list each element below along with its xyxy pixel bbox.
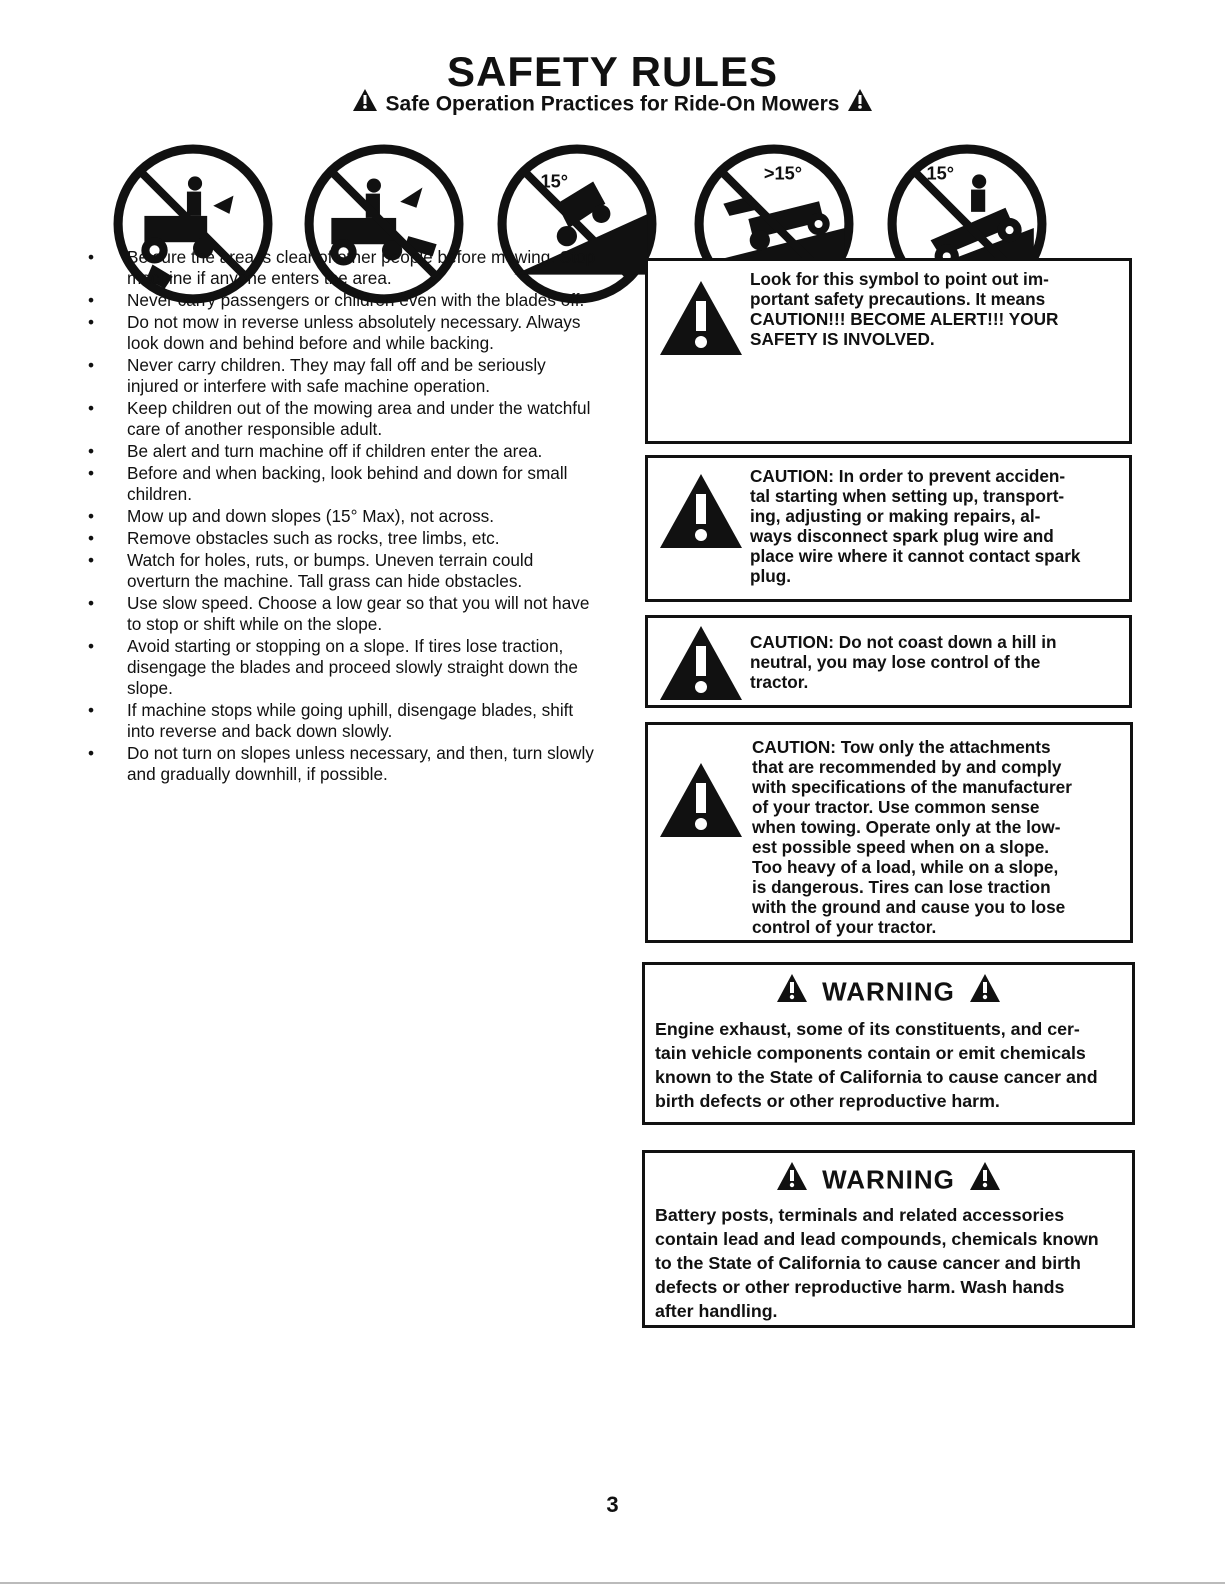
warning-line: defects or other reproductive harm. Wash hands [655, 1277, 1065, 1297]
list-item [85, 463, 597, 505]
warning-line: tain vehicle components contain or emit chemicals [655, 1043, 1086, 1063]
warning-line: to the State of California to cause cancer and birth [655, 1253, 1081, 1273]
rule-text: Do not turn on slopes unless necessary, and then, turn slowly and gradually downhill, if possible. [127, 743, 594, 784]
rule-text: Be sure the area is clear of other people before mowing. Stop machine if anyone enters the area. [127, 247, 596, 288]
box-line: portant safety precautions. It means [750, 289, 1046, 309]
warning-line: Battery posts, terminals and related accessories [655, 1205, 1065, 1225]
bullet: • [88, 700, 95, 720]
list-item [85, 528, 597, 549]
alert-triangle-icon [776, 973, 808, 1010]
rule-text: Remove obstacles such as rocks, tree limbs, etc. [127, 528, 500, 548]
caution-box-spark-plug [645, 455, 1132, 602]
caution-box-coast [645, 615, 1132, 708]
bullet: • [88, 636, 95, 656]
box-line: CAUTION: In order to prevent acciden- [750, 466, 1066, 486]
list-item [85, 441, 597, 462]
bullet: • [88, 355, 95, 375]
alert-triangle-icon [658, 761, 744, 844]
rule-text: Mow up and down slopes (15° Max), not across. [127, 506, 495, 526]
list-item [85, 506, 597, 527]
box-line: ing, adjusting or making repairs, al- [750, 506, 1041, 526]
alert-triangle-icon [658, 472, 744, 555]
slope-label: 15° [540, 171, 569, 192]
box-line: SAFETY IS INVOLVED. [750, 329, 935, 349]
box-line: plug. [750, 566, 792, 586]
page-subtitle: Safe Operation Practices for Ride-On Mowers [385, 92, 840, 116]
box-line: place wire where it cannot contact spark [750, 546, 1081, 566]
bullet: • [88, 506, 95, 526]
box-line: with the ground and cause you to lose [752, 897, 1066, 917]
warning-heading-row [645, 973, 1132, 1010]
bullet: • [88, 441, 95, 461]
rule-text: Use slow speed. Choose a low gear so that you will not have to stop or shift while on the slope. [127, 593, 590, 634]
subtitle-row [0, 88, 1225, 121]
warning-line: known to the State of California to cause cancer and [655, 1067, 1098, 1087]
list-item [85, 355, 597, 397]
list-item [85, 550, 597, 592]
slope-label: >15° [763, 163, 803, 184]
warning-box-exhaust [642, 962, 1135, 1125]
box-line: Too heavy of a load, while on a slope, [752, 857, 1059, 877]
bullet: • [88, 528, 95, 548]
alert-triangle-icon [658, 279, 744, 362]
bullet: • [88, 463, 95, 483]
box-line: when towing. Operate only at the low- [752, 817, 1061, 837]
warning-line: Engine exhaust, some of its constituents, and cer- [655, 1019, 1080, 1039]
caution-box-towing [645, 722, 1133, 943]
warning-box-battery [642, 1150, 1135, 1328]
box-line: CAUTION: Tow only the attachments [752, 737, 1051, 757]
box-line: is dangerous. Tires can lose traction [752, 877, 1051, 897]
box-line: est possible speed when on a slope. [752, 837, 1050, 857]
alert-triangle-icon [352, 88, 378, 121]
box-line: with specifications of the manufacturer [752, 777, 1072, 797]
warning-heading: WARNING [822, 1164, 955, 1195]
alert-triangle-icon [658, 624, 744, 707]
box-line: neutral, you may lose control of the [750, 652, 1041, 672]
box-line: tractor. [750, 672, 809, 692]
warning-line: birth defects or other reproductive harm. [655, 1091, 1000, 1111]
bullet: • [88, 398, 95, 418]
bullet: • [88, 290, 95, 310]
bullet: • [88, 593, 95, 613]
rule-text: Do not mow in reverse unless absolutely necessary. Always look down and behind before and while backing. [127, 312, 581, 353]
rule-text: Never carry children. They may fall off and be seriously injured or interfere with safe machine operation. [127, 355, 546, 396]
box-line: that are recommended by and comply [752, 757, 1062, 777]
list-item [85, 636, 597, 699]
box-line: control of your tractor. [752, 917, 937, 937]
list-item [85, 290, 597, 311]
list-item [85, 398, 597, 440]
rule-text: Be alert and turn machine off if children enter the area. [127, 441, 543, 461]
warning-line: contain lead and lead compounds, chemicals known [655, 1229, 1099, 1249]
box-line: CAUTION!!! BECOME ALERT!!! YOUR [750, 309, 1059, 329]
divider [0, 1582, 1225, 1584]
box-line: tal starting when setting up, transport- [750, 486, 1065, 506]
list-item [85, 700, 597, 742]
rule-text: Watch for holes, ruts, or bumps. Uneven terrain could overturn the machine. Tall grass can hide obstacles. [127, 550, 534, 591]
box-line: Look for this symbol to point out im- [750, 269, 1049, 289]
rule-text: If machine stops while going uphill, disengage blades, shift into reverse and back down slowly. [127, 700, 574, 741]
warning-heading-row [645, 1161, 1132, 1198]
list-item [85, 593, 597, 635]
safety-rules-list [85, 247, 597, 786]
alert-triangle-icon [969, 973, 1001, 1010]
rule-text: Before and when backing, look behind and down for small children. [127, 463, 568, 504]
list-item [85, 312, 597, 354]
alert-triangle-icon [776, 1161, 808, 1198]
box-line: ways disconnect spark plug wire and [750, 526, 1054, 546]
bullet: • [88, 247, 95, 267]
safety-symbol-box [645, 258, 1132, 444]
bullet: • [88, 743, 95, 763]
warning-heading: WARNING [822, 976, 955, 1007]
bullet: • [88, 550, 95, 570]
list-item [85, 743, 597, 785]
warning-line: after handling. [655, 1301, 778, 1321]
page-number: 3 [606, 1492, 619, 1517]
page-title: SAFETY RULES [447, 48, 778, 95]
rule-text: Keep children out of the mowing area and under the watchful care of another responsible adult. [127, 398, 591, 439]
rule-text: Never carry passengers or children even with the blades off. [127, 290, 585, 310]
alert-triangle-icon [969, 1161, 1001, 1198]
alert-triangle-icon [847, 88, 873, 121]
bullet: • [88, 312, 95, 332]
slope-label: 15° [926, 163, 955, 184]
box-line: of your tractor. Use common sense [752, 797, 1040, 817]
list-item [85, 247, 597, 289]
box-line: CAUTION: Do not coast down a hill in [750, 632, 1057, 652]
rule-text: Avoid starting or stopping on a slope. If tires lose traction, disengage the blades and proceed slowly straight down the slope. [127, 636, 578, 698]
